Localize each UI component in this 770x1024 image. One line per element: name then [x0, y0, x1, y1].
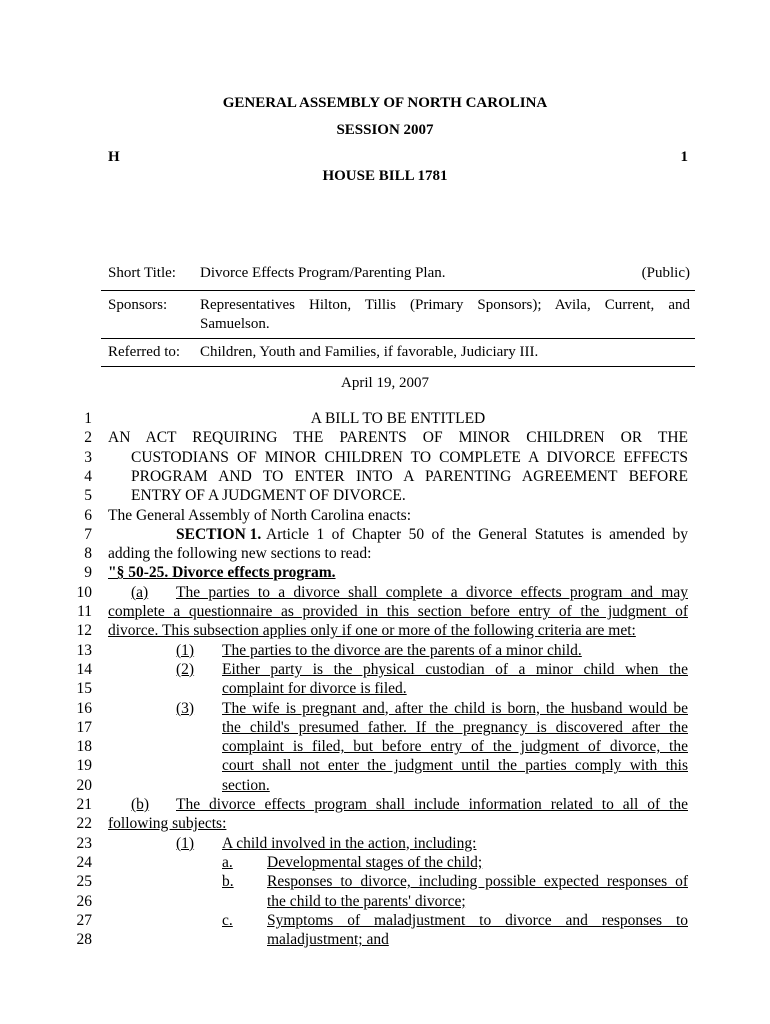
divider: [101, 290, 695, 291]
referred-to: Children, Youth and Families, if favorable, Judiciary III.: [200, 344, 539, 360]
body-line: Developmental stages of the child;: [267, 853, 483, 871]
line-number: 20: [76, 776, 92, 794]
line-number: 26: [76, 892, 92, 910]
version-number: 1: [680, 149, 688, 165]
line-number: 3: [84, 448, 92, 466]
line-number: 2: [84, 429, 92, 447]
subitem-label: b.: [222, 873, 234, 891]
subitem-label: a.: [222, 853, 233, 871]
section-label: SECTION 1.: [176, 525, 262, 543]
body-line: complete a questionnaire as provided in this section before entry of the judgment of: [108, 603, 688, 620]
line-number: 1: [84, 410, 92, 427]
act-title-line: CUSTODIANS OF MINOR CHILDREN TO COMPLETE A DIVORCE EFFECTS: [131, 448, 688, 466]
item-label: (1): [176, 834, 195, 852]
sponsors-line-2: Samuelson.: [200, 316, 270, 332]
line-number: 5: [84, 487, 92, 505]
body-line: court shall not enter the judgment until the parties comply with this: [222, 757, 688, 775]
item-label: (3): [176, 699, 195, 717]
body-line: the child to the parents' divorce;: [267, 892, 466, 910]
line-number: 8: [84, 545, 92, 563]
bill-date: April 19, 2007: [341, 375, 429, 391]
body-line: The parties to the divorce are the parents of a minor child.: [222, 641, 582, 659]
line-number: 22: [76, 815, 92, 833]
body-line: The parties to a divorce shall complete a divorce effects program and may: [176, 583, 688, 601]
subsection-label: (a): [131, 583, 149, 601]
line-number: 27: [76, 911, 92, 929]
body-line: The divorce effects program shall include information related to all of the: [176, 796, 688, 813]
body-line: following subjects:: [108, 815, 227, 833]
divider: [101, 338, 695, 339]
subitem-label: c.: [222, 911, 233, 929]
line-number: 19: [76, 757, 92, 775]
section-heading: "§ 50-25. Divorce effects program.: [108, 564, 336, 582]
bill-heading: A BILL TO BE ENTITLED: [310, 410, 486, 427]
line-number: 12: [76, 622, 92, 640]
body-line: The wife is pregnant and, after the child is born, the husband would be: [222, 699, 688, 717]
line-number: 17: [76, 718, 92, 736]
body-line: Symptoms of maladjustment to divorce and responses to: [267, 911, 688, 929]
act-title-line: PROGRAM AND TO ENTER INTO A PARENTING AGREEMENT BEFORE: [131, 467, 688, 485]
line-number: 16: [76, 699, 92, 717]
line-number: 14: [76, 660, 92, 678]
line-number: 10: [76, 583, 92, 601]
session-title: SESSION 2007: [336, 122, 434, 138]
enacting-clause: The General Assembly of North Carolina enacts:: [108, 506, 412, 524]
divider: [101, 366, 695, 367]
line-number: 7: [84, 525, 92, 543]
sponsors-label: Sponsors:: [108, 297, 168, 313]
line-number: 4: [84, 467, 92, 485]
act-title-line: ENTRY OF A JUDGMENT OF DIVORCE.: [131, 487, 406, 505]
line-number: 13: [76, 641, 92, 659]
body-line: the child's presumed father. If the pregnancy is discovered after the: [222, 718, 688, 736]
line-number: 24: [76, 853, 92, 871]
line-number: 18: [76, 738, 92, 756]
line-number: 21: [76, 796, 92, 813]
body-line: Responses to divorce, including possible expected responses of: [267, 873, 688, 891]
line-number: 25: [76, 873, 92, 891]
line-number: 9: [84, 564, 92, 582]
subsection-label: (b): [131, 796, 150, 813]
item-label: (1): [176, 641, 195, 659]
line-number: 28: [76, 931, 92, 949]
line-number: 23: [76, 834, 92, 852]
body-line: maladjustment; and: [267, 931, 389, 949]
act-title-line: AN ACT REQUIRING THE PARENTS OF MINOR CHILDREN OR THE: [108, 429, 688, 447]
body-line: A child involved in the action, including:: [222, 834, 477, 852]
short-title: Divorce Effects Program/Parenting Plan.: [200, 265, 446, 281]
chamber-code: H: [108, 149, 120, 165]
body-line: section.: [222, 776, 270, 794]
body-line: Either party is the physical custodian of a minor child when the: [222, 660, 688, 678]
body-line: adding the following new sections to read:: [108, 545, 372, 563]
body-line: complaint is filed, but before entry of the judgment of divorce, the: [222, 738, 688, 756]
referred-label: Referred to:: [108, 344, 181, 360]
body-line: divorce. This subsection applies only if one or more of the following criteria are met:: [108, 622, 636, 640]
bill-title: HOUSE BILL 1781: [322, 168, 448, 184]
sponsors-line-1: Representatives Hilton, Tillis (Primary Sponsors); Avila, Current, and: [200, 297, 690, 313]
line-number: 15: [76, 680, 92, 698]
item-label: (2): [176, 660, 195, 678]
line-number: 11: [77, 603, 92, 620]
body-line: complaint for divorce is filed.: [222, 680, 407, 698]
short-title-label: Short Title:: [108, 265, 176, 281]
body-line: Article 1 of Chapter 50 of the General Statutes is amended by: [266, 525, 688, 543]
line-number: 6: [84, 506, 92, 524]
classification: (Public): [641, 265, 690, 281]
assembly-title: GENERAL ASSEMBLY OF NORTH CAROLINA: [222, 95, 548, 111]
